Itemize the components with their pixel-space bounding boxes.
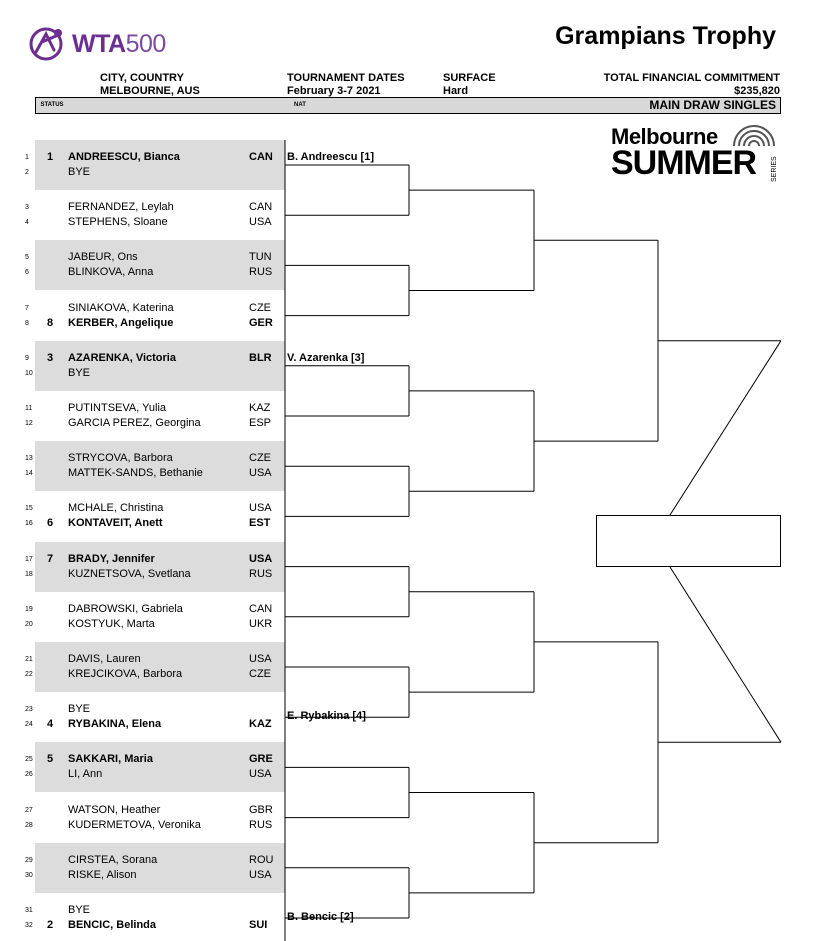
draw-position: 19 [25, 605, 33, 613]
draw-position: 6 [25, 269, 29, 277]
draw-position: 27 [25, 806, 33, 814]
draw-position: 13 [25, 455, 33, 463]
player-nationality: RUS [249, 818, 273, 831]
surface-label: SURFACE [443, 72, 496, 84]
tournament-title: Grampians Trophy [555, 22, 776, 50]
player-name: KOSTYUK, Marta [68, 617, 155, 630]
player-nationality: USA [249, 467, 272, 480]
champion-box [596, 515, 781, 567]
player-name: BYE [68, 703, 91, 716]
commitment-label: TOTAL FINANCIAL COMMITMENT [603, 72, 780, 84]
player-name: LI, Ann [68, 768, 103, 781]
player-name: BRADY, Jennifer [68, 552, 155, 565]
seed-number: 8 [47, 316, 54, 329]
player-nationality: RUS [249, 567, 273, 580]
sponsor-line1: Melbourne [611, 124, 718, 149]
city-value: MELBOURNE, AUS [100, 85, 200, 97]
player-nationality: KAZ [249, 718, 272, 731]
player-name: FERNANDEZ, Leylah [68, 201, 174, 214]
player-nationality: CAN [249, 151, 273, 163]
player-name: BYE [68, 166, 91, 178]
bracket-line [670, 341, 781, 515]
player-name: KUDERMETOVA, Veronika [68, 818, 201, 831]
sponsor-line3: SERIES [771, 156, 778, 182]
player-name: BENCIC, Belinda [68, 919, 157, 931]
player-nationality: USA [249, 552, 273, 565]
status-column-header: STATUS [36, 98, 69, 113]
city-label: CITY, COUNTRY [100, 72, 184, 84]
player-name: ANDREESCU, Bianca [68, 151, 180, 163]
surface-value: Hard [443, 85, 469, 97]
player-nationality: USA [249, 653, 272, 665]
player-nationality: USA [249, 502, 272, 515]
player-nationality: SUI [249, 919, 268, 931]
player-nationality: USA [249, 216, 272, 229]
draw-position: 29 [25, 856, 33, 864]
player-nationality: BLR [249, 351, 272, 364]
player-nationality: KAZ [249, 402, 271, 414]
seed-number: 6 [47, 517, 54, 530]
player-name: SINIAKOVA, Katerina [68, 301, 174, 314]
bracket-line [670, 567, 781, 742]
seed-number: 7 [47, 552, 54, 565]
player-nationality: ROU [249, 853, 274, 866]
player-nationality: CZE [249, 452, 271, 465]
player-name: AZARENKA, Victoria [68, 351, 176, 364]
player-nationality: CZE [249, 668, 271, 680]
player-nationality: EST [249, 517, 271, 530]
draw-position: 18 [25, 570, 33, 578]
player-name: CIRSTEA, Sorana [68, 853, 158, 866]
player-name: WATSON, Heather [68, 803, 161, 816]
player-nationality: RUS [249, 266, 273, 279]
draw-position: 1 [25, 154, 29, 161]
logo-brand: WTA [72, 30, 126, 58]
nat-column-header: NAT [281, 98, 320, 113]
draw-position: 24 [25, 721, 33, 729]
draw-position: 9 [25, 354, 29, 362]
player-name: DAVIS, Lauren [68, 653, 141, 665]
draw-position: 2 [25, 169, 29, 176]
player-name: JABEUR, Ons [68, 251, 138, 264]
draw-position: 8 [25, 319, 29, 327]
player-name: STRYCOVA, Barbora [68, 452, 173, 465]
draw-position: 25 [25, 756, 33, 764]
commitment-value: $235,820 [734, 85, 780, 97]
player-name: RISKE, Alison [68, 868, 137, 881]
player-nationality: TUN [249, 251, 272, 264]
player-nationality: UKR [249, 617, 273, 630]
draw-position: 5 [25, 254, 29, 262]
player-name: KONTAVEIT, Anett [68, 517, 163, 530]
round1-winner: B. Bencic [2] [287, 911, 354, 923]
draw-position: 20 [25, 620, 33, 628]
draw-position: 28 [25, 821, 33, 829]
draw-position: 31 [25, 907, 33, 914]
player-nationality: USA [249, 868, 272, 881]
draw-position: 14 [25, 470, 33, 478]
draw-position: 12 [25, 420, 33, 427]
seed-number: 5 [47, 753, 54, 766]
player-name: KERBER, Angelique [68, 316, 174, 329]
player-nationality: CZE [249, 301, 271, 314]
draw-position: 23 [25, 706, 33, 714]
player-name: KREJCIKOVA, Barbora [68, 668, 183, 680]
player-nationality: GER [249, 316, 273, 329]
player-nationality: CAN [249, 602, 273, 615]
dates-label: TOURNAMENT DATES [287, 72, 405, 84]
draw-position: 16 [25, 520, 33, 528]
draw-position: 11 [25, 405, 33, 412]
seed-number: 1 [47, 151, 54, 163]
player-nationality: GRE [249, 753, 273, 766]
draw-position: 7 [25, 304, 29, 312]
draw-position: 4 [25, 219, 29, 227]
player-nationality: USA [249, 768, 272, 781]
round1-winner: V. Azarenka [3] [287, 351, 365, 364]
dates-value: February 3-7 2021 [287, 85, 381, 97]
seed-number: 2 [47, 919, 54, 931]
round1-winner: E. Rybakina [4] [287, 710, 366, 723]
seed-number: 4 [47, 718, 54, 731]
player-nationality: GBR [249, 803, 273, 816]
player-nationality: ESP [249, 417, 272, 429]
seed-number: 3 [47, 351, 54, 364]
player-name: MATTEK-SANDS, Bethanie [68, 467, 203, 480]
draw-position: 17 [25, 555, 33, 563]
player-name: BYE [68, 366, 91, 379]
player-name: PUTINTSEVA, Yulia [68, 402, 167, 414]
logo-tier: 500 [125, 30, 166, 58]
player-name: MCHALE, Christina [68, 502, 164, 515]
player-name: SAKKARI, Maria [68, 753, 153, 766]
player-name: STEPHENS, Sloane [68, 216, 168, 229]
player-name: BLINKOVA, Anna [68, 266, 154, 279]
player-name: KUZNETSOVA, Svetlana [68, 567, 191, 580]
player-nationality: CAN [249, 201, 273, 214]
sponsor-line2: SUMMER [611, 144, 757, 182]
round1-winner: B. Andreescu [1] [287, 151, 375, 163]
draw-position: 22 [25, 671, 33, 678]
player-name: BYE [68, 904, 91, 916]
draw-position: 15 [25, 505, 33, 513]
draw-position: 32 [25, 922, 33, 929]
draw-position: 30 [25, 871, 33, 879]
player-name: DABROWSKI, Gabriela [68, 602, 183, 615]
player-name: RYBAKINA, Elena [68, 718, 162, 731]
main-draw-title: MAIN DRAW SINGLES [319, 98, 780, 113]
draw-position: 10 [25, 369, 33, 377]
draw-position: 21 [25, 656, 33, 663]
draw-position: 26 [25, 771, 33, 779]
draw-position: 3 [25, 204, 29, 212]
player-name: GARCIA PEREZ, Georgina [68, 417, 201, 429]
